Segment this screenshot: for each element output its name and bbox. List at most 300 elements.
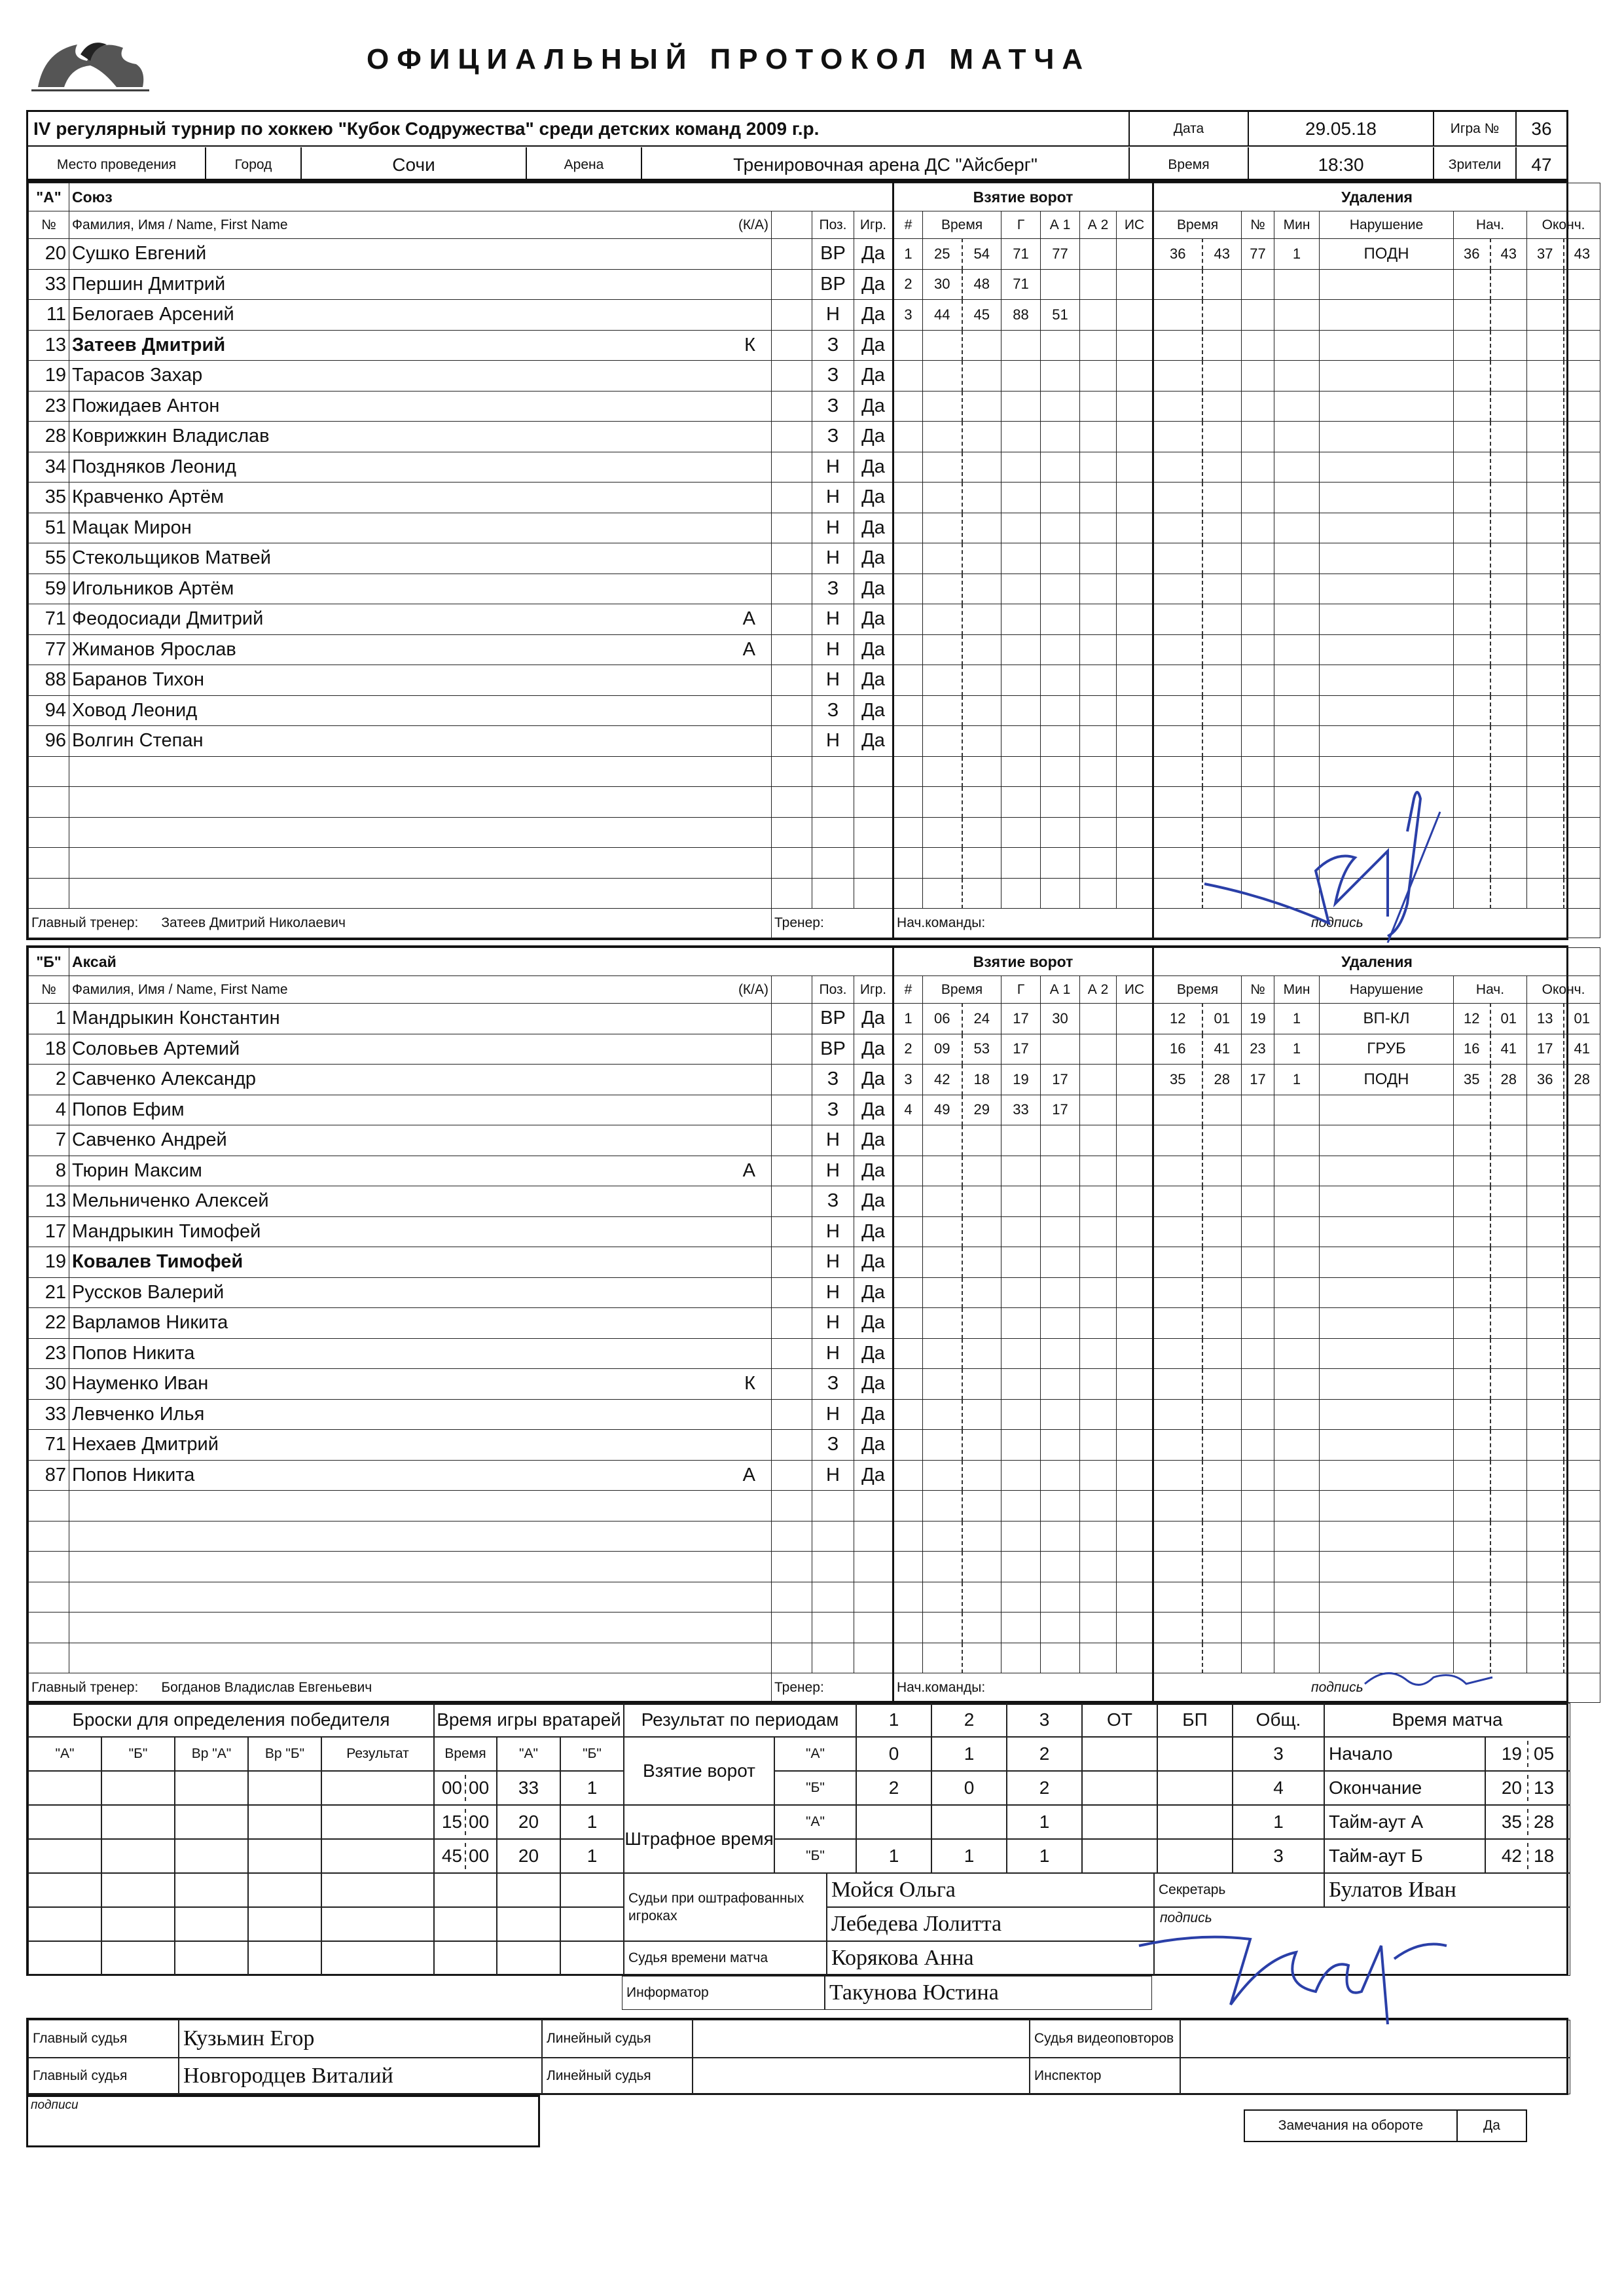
player-row [29,1125,1600,1156]
penalty-end-sec [1564,1338,1600,1369]
penalty-violation [1320,604,1454,635]
goal-second [962,695,1001,726]
penalty-start-sec [1490,422,1527,452]
goal-minute: 42 [923,1065,962,1095]
shootout-cell [321,1805,434,1839]
player-number [29,1613,69,1643]
player-position: Н [812,1460,854,1491]
goal-scorer: 17 [1001,1004,1041,1034]
player-name: Тюрин Максим А [69,1156,772,1186]
penalty-minutes [1274,300,1320,331]
player-row [29,1521,1600,1552]
col-played: Игр. [854,211,893,239]
match-time-label: Начало [1324,1737,1485,1771]
goal-assist-2 [1080,1095,1117,1125]
penalty-minutes [1274,1125,1320,1156]
goal-is [1117,1552,1153,1582]
goal-minute [923,452,962,483]
penalty-minutes [1274,1521,1320,1552]
player-number: 55 [29,543,69,574]
goal-number [893,1460,923,1491]
penalty-minute [1153,1186,1202,1217]
player-number: 22 [29,1308,69,1339]
penalty-end-min [1527,1186,1564,1217]
penalty-second [1202,1125,1242,1156]
penalty-end-min [1527,1582,1564,1613]
penalty-start-sec [1490,848,1527,879]
penalty-minute [1153,1247,1202,1278]
penalty-start-min [1454,1308,1490,1339]
penalty-end-sec [1564,695,1600,726]
player-row [29,1460,1600,1491]
captain-mark: К [744,334,755,355]
goal-assist-2 [1080,665,1117,696]
goal-minute [923,1582,962,1613]
penalty-violation [1320,1277,1454,1308]
penalty-second [1202,330,1242,361]
player-played [854,848,893,879]
penalty-minutes [1274,330,1320,361]
player-played: Да [854,1430,893,1461]
goal-assist-2 [1080,1247,1117,1278]
penalty-end-sec [1564,574,1600,604]
penalty-start-sec [1490,756,1527,787]
player-position: З [812,330,854,361]
penalty-end-sec [1564,1430,1600,1461]
goal-assist-1 [1041,1216,1080,1247]
player-position: З [812,695,854,726]
player-position: Н [812,665,854,696]
goal-scorer [1001,1582,1041,1613]
penalty-end-min [1527,1643,1564,1673]
shootout-cell [248,1771,321,1805]
col-start: Нач. [1454,976,1527,1004]
penalty-second [1202,817,1242,848]
penalty-violation [1320,574,1454,604]
goal-assist-1: 30 [1041,1004,1080,1034]
player-name: Ковалев Тимофей [69,1247,772,1278]
goal-is [1117,756,1153,787]
goal-assist-2 [1080,483,1117,513]
goal-scorer [1001,574,1041,604]
penalty-violation [1320,483,1454,513]
goal-assist-1 [1041,756,1080,787]
goal-number [893,452,923,483]
penalty-minute [1153,422,1202,452]
goal-second [962,1308,1001,1339]
penalty-start-min [1454,1521,1490,1552]
goal-assist-2 [1080,1582,1117,1613]
penalty-minutes [1274,1216,1320,1247]
game-number-label: Игра № [1434,112,1517,145]
goal-second [962,756,1001,787]
player-position [812,1582,854,1613]
goal-number: 1 [893,1004,923,1034]
player-row [29,1582,1600,1613]
goal-assist-2 [1080,604,1117,635]
goal-is [1117,848,1153,879]
player-name: Тарасов Захар [69,361,772,392]
goal-is [1117,1308,1153,1339]
player-row [29,1065,1600,1095]
goal-minute [923,817,962,848]
player-position: Н [812,1399,854,1430]
player-row [29,848,1600,879]
player-number: 71 [29,604,69,635]
player-number: 51 [29,513,69,543]
penalty-second [1202,634,1242,665]
penalty-minutes [1274,543,1320,574]
goal-scorer [1001,1552,1041,1582]
goal-assist-1 [1041,1247,1080,1278]
goal-assist-1 [1041,1369,1080,1400]
goal-scorer [1001,1308,1041,1339]
penalty-minute [1153,817,1202,848]
penalty-minute [1153,1277,1202,1308]
player-number: 8 [29,1156,69,1186]
penalty-end-sec [1564,756,1600,787]
goal-is [1117,878,1153,909]
penalty-minutes [1274,1643,1320,1673]
penalty-judge-2: Лебедева Лолитта [827,1907,1154,1941]
goal-second [962,1491,1001,1522]
goal-assist-2 [1080,1369,1117,1400]
penalty-start-sec [1490,1582,1527,1613]
goal-second [962,483,1001,513]
penalty-player [1242,1156,1274,1186]
penalty-violation [1320,1186,1454,1217]
col-goal-no: # [893,976,923,1004]
penalty-minute [1153,452,1202,483]
penalty-end-sec [1564,269,1600,300]
goal-minute [923,1399,962,1430]
goal-scorer [1001,1247,1041,1278]
penalty-start-min [1454,1552,1490,1582]
goal-second [962,452,1001,483]
penalty-minutes: 1 [1274,1034,1320,1065]
goal-number: 2 [893,1034,923,1065]
remarks-label: Замечания на обороте [1245,2111,1458,2141]
period-3: 3 [1007,1703,1082,1737]
shootout-cell [248,1873,321,1907]
goalie-a [497,1941,560,1975]
player-row [29,1186,1600,1217]
player-played [854,817,893,848]
goal-scorer [1001,695,1041,726]
goal-assist-1 [1041,634,1080,665]
goalie-a: 20 [497,1805,560,1839]
player-name: Коврижкин Владислав [69,422,772,452]
head-ref-label-1: Главный судья [28,2020,179,2058]
penalty-end-sec [1564,1277,1600,1308]
goal-minute [923,665,962,696]
penalty-minute [1153,756,1202,787]
goal-is [1117,1125,1153,1156]
goal-second: 18 [962,1065,1001,1095]
team-b-section [26,945,1591,1705]
penalty-minutes [1274,1156,1320,1186]
period-value: 0 [856,1737,931,1771]
goal-minute [923,543,962,574]
penalty-start-min: 36 [1454,239,1490,270]
col-is: ИС [1117,211,1153,239]
goal-number [893,1643,923,1673]
goal-number [893,1430,923,1461]
penalty-violation [1320,1369,1454,1400]
player-position [812,817,854,848]
head-ref-2: Новгородцев Виталий [179,2058,542,2094]
goal-number [893,543,923,574]
goal-assist-2 [1080,634,1117,665]
goal-assist-1 [1041,1582,1080,1613]
player-row [29,269,1600,300]
goal-minute [923,878,962,909]
penalty-end-min [1527,1338,1564,1369]
goalie-b [560,1873,624,1907]
penalty-minutes [1274,756,1320,787]
player-number: 18 [29,1034,69,1065]
goal-scorer [1001,1521,1041,1552]
goal-is [1117,1460,1153,1491]
penalty-minute [1153,634,1202,665]
player-position: Н [812,543,854,574]
player-number: 23 [29,391,69,422]
penalty-start-sec [1490,1247,1527,1278]
player-number: 1 [29,1004,69,1034]
penalty-end-sec [1564,1399,1600,1430]
goal-minute [923,1613,962,1643]
match-summary [26,1701,1568,1976]
col-no: № [29,211,69,239]
goal-number [893,1186,923,1217]
goal-second [962,1277,1001,1308]
period-value: 1 [931,1839,1007,1873]
secretary: Булатов Иван [1324,1873,1570,1907]
goal-minute [923,1552,962,1582]
goal-second [962,878,1001,909]
col-g: Г [1001,976,1041,1004]
penalty-start-min [1454,1399,1490,1430]
penalty-player [1242,1125,1274,1156]
goal-scorer [1001,543,1041,574]
penalty-start-min [1454,452,1490,483]
penalty-start-sec [1490,1338,1527,1369]
goal-second [962,1247,1001,1278]
match-time-value: 35 28 [1485,1805,1570,1839]
shootout-title: Броски для определения победителя [28,1703,434,1737]
player-played: Да [854,1338,893,1369]
penalty-second [1202,1521,1242,1552]
goal-is [1117,422,1153,452]
penalty-second [1202,787,1242,818]
penalty-violation [1320,422,1454,452]
penalty-end-sec [1564,1216,1600,1247]
penalty-start-sec [1490,269,1527,300]
goal-assist-1 [1041,726,1080,757]
time-label: Время [1130,147,1249,182]
goal-assist-2 [1080,1004,1117,1034]
goal-minute [923,330,962,361]
penalty-minute [1153,1399,1202,1430]
penalty-start-sec [1490,361,1527,392]
penalty-start-min [1454,878,1490,909]
penalty-player [1242,269,1274,300]
shootout-cell [248,1907,321,1941]
goal-assist-2 [1080,1186,1117,1217]
goal-assist-2 [1080,1643,1117,1673]
penalty-start-sec [1490,695,1527,726]
player-row [29,1552,1600,1582]
penalty-start-min [1454,1186,1490,1217]
penalty-end-min [1527,483,1564,513]
match-time: 18:30 [1249,147,1434,182]
goal-assist-1 [1041,269,1080,300]
col-name: Фамилия, Имя / Name, First Name (К/А) [69,211,772,239]
penalty-start-min [1454,665,1490,696]
penalty-end-min: 17 [1527,1034,1564,1065]
shootout-cell [321,1907,434,1941]
player-number: 33 [29,269,69,300]
penalty-start-sec [1490,1521,1527,1552]
penalty-second [1202,1460,1242,1491]
goal-scorer [1001,452,1041,483]
goal-number: 2 [893,269,923,300]
player-position: Н [812,1338,854,1369]
team-start-label: Нач.команды: [893,909,1153,938]
goalie-b [560,1907,624,1941]
penalty-end-min: 36 [1527,1065,1564,1095]
match-time-label: Тайм-аут Б [1324,1839,1485,1873]
penalty-minute [1153,1216,1202,1247]
penalty-start-min [1454,300,1490,331]
match-time-label: Окончание [1324,1771,1485,1805]
penalty-start-sec [1490,1613,1527,1643]
player-name: Баранов Тихон [69,665,772,696]
remarks-value: Да [1483,2118,1500,2133]
penalty-second [1202,300,1242,331]
penalty-second [1202,391,1242,422]
penalty-violation [1320,848,1454,879]
player-row [29,1004,1600,1034]
penalty-minute [1153,1125,1202,1156]
penalty-player [1242,513,1274,543]
arena-label: Арена [527,147,642,182]
date-label: Дата [1130,112,1249,145]
player-played: Да [854,1186,893,1217]
penalty-start-min [1454,848,1490,879]
penalty-second [1202,1156,1242,1186]
goal-second [962,1369,1001,1400]
penalty-player [1242,574,1274,604]
goal-assist-1 [1041,848,1080,879]
goalie-time: 45 00 [434,1839,497,1873]
goal-is [1117,330,1153,361]
game-number: 36 [1531,118,1552,139]
goal-scorer [1001,878,1041,909]
penalty-start-sec [1490,1186,1527,1217]
period-1: 1 [856,1703,931,1737]
goalie-a [497,1907,560,1941]
penalty-end-min [1527,878,1564,909]
penalty-end-sec [1564,1521,1600,1552]
penalty-minutes [1274,1186,1320,1217]
penalty-start-sec [1490,1430,1527,1461]
player-name: Варламов Никита [69,1308,772,1339]
remarks [1244,2109,1527,2142]
penalty-second [1202,1369,1242,1400]
penalty-start-sec [1490,665,1527,696]
player-row [29,1430,1600,1461]
col-no: № [29,976,69,1004]
player-row [29,726,1600,757]
penalty-second: 28 [1202,1065,1242,1095]
col-name: Фамилия, Имя / Name, First Name (К/А) [69,976,772,1004]
goal-scorer [1001,1125,1041,1156]
goal-minute [923,1338,962,1369]
goal-assist-2 [1080,817,1117,848]
penalty-minutes [1274,1095,1320,1125]
goal-scorer [1001,330,1041,361]
goal-assist-2 [1080,878,1117,909]
penalty-start-min: 35 [1454,1065,1490,1095]
goal-minute [923,1460,962,1491]
goal-assist-2 [1080,1065,1117,1095]
goal-assist-1 [1041,1491,1080,1522]
player-played [854,1521,893,1552]
shootout-cell [101,1839,175,1873]
goal-second [962,604,1001,635]
goal-assist-2 [1080,726,1117,757]
player-position: З [812,1186,854,1217]
goal-assist-2 [1080,330,1117,361]
penalty-end-sec: 41 [1564,1034,1600,1065]
penalty-start-sec [1490,1369,1527,1400]
penalty-minute [1153,1582,1202,1613]
penalty-minute [1153,1156,1202,1186]
player-position: Н [812,726,854,757]
penalty-minutes [1274,1277,1320,1308]
player-row [29,1308,1600,1339]
goal-second [962,513,1001,543]
player-position [812,756,854,787]
goal-minute [923,1308,962,1339]
player-played: Да [854,452,893,483]
penalty-player [1242,1521,1274,1552]
goal-second [962,665,1001,696]
goalie-b: 1 [560,1839,624,1873]
penalty-minutes [1274,1308,1320,1339]
goal-minute [923,483,962,513]
player-number: 35 [29,483,69,513]
penalty-end-min [1527,574,1564,604]
penalty-violation [1320,878,1454,909]
goal-assist-1 [1041,361,1080,392]
player-position: Н [812,634,854,665]
goal-number [893,1399,923,1430]
goal-scorer [1001,634,1041,665]
player-name [69,817,772,848]
player-played [854,1552,893,1582]
penalty-minute [1153,1521,1202,1552]
shootout-cell [321,1941,434,1975]
penalty-minute [1153,300,1202,331]
col-pos: Поз. [812,976,854,1004]
penalty-start-sec [1490,543,1527,574]
penalty-second [1202,543,1242,574]
goal-minute [923,574,962,604]
goal-is [1117,574,1153,604]
goal-second: 53 [962,1034,1001,1065]
